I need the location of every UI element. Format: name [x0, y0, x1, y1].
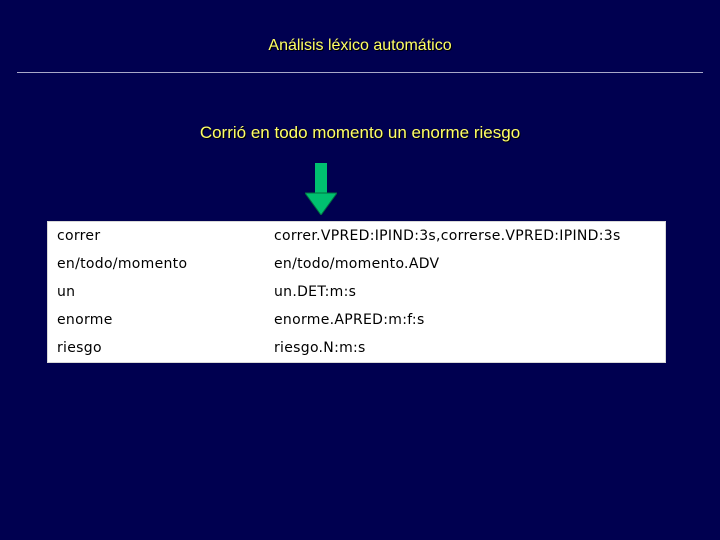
table-row — [48, 280, 665, 306]
word-cell: riesgo — [57, 340, 102, 356]
word-cell: enorme — [57, 312, 113, 328]
table-row — [48, 308, 665, 334]
word-cell: correr — [57, 228, 101, 244]
table-row — [48, 224, 665, 250]
input-sentence: Corrió en todo momento un enorme riesgo — [199, 123, 521, 142]
word-cell: un — [57, 284, 76, 300]
analysis-cell: riesgo.N:m:s — [274, 340, 366, 356]
analysis-cell: en/todo/momento.ADV — [274, 256, 440, 272]
table-row — [48, 252, 665, 278]
word-cell: en/todo/momento — [57, 256, 188, 272]
title-divider — [17, 72, 703, 73]
analysis-table — [47, 221, 666, 363]
analysis-cell: correr.VPRED:IPIND:3s,correrse.VPRED:IPIND:3s — [274, 228, 621, 244]
down-arrow-icon — [305, 163, 337, 215]
analysis-cell: un.DET:m:s — [274, 284, 357, 300]
analysis-cell: enorme.APRED:m:f:s — [274, 312, 425, 328]
slide-title: Análisis léxico automático — [268, 37, 452, 54]
table-row — [48, 336, 665, 362]
